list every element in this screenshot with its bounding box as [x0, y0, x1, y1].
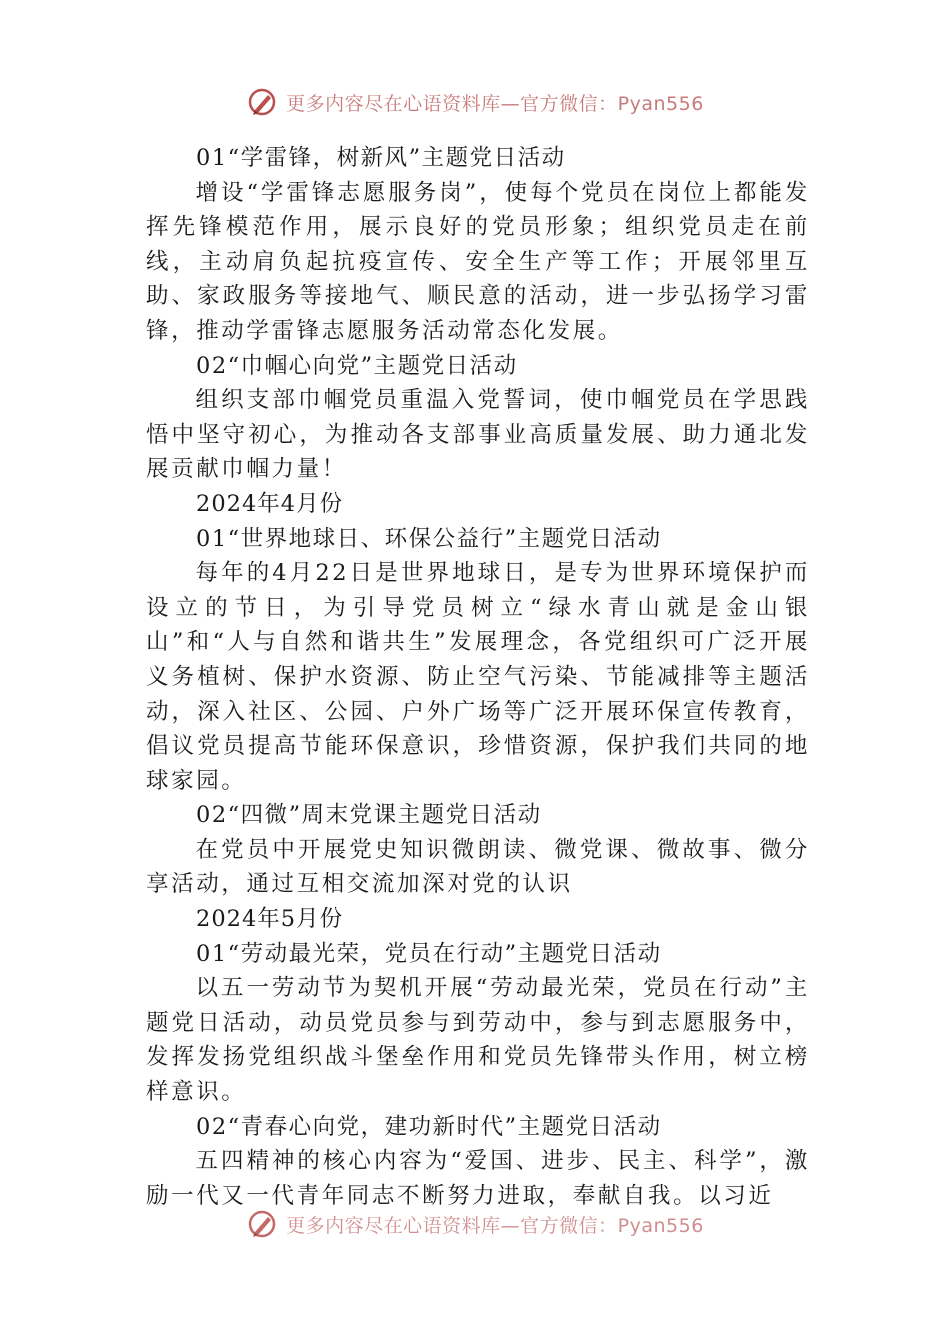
section-heading: 01“劳动最光荣，党员在行动”主题党日活动: [196, 940, 662, 967]
month-heading: 2024年4月份: [196, 490, 344, 517]
body-paragraph: 组织支部巾帼党员重温入党誓词，使巾帼党员在学思践悟中坚守初心，为推动各支部事业高质量发展、助力通北发展贡献巾帼力量！: [146, 387, 810, 483]
body-paragraph: 以五一劳动节为契机开展“劳动最光荣，党员在行动”主题党日活动，动员党员参与到劳动中，参与到志愿服务中，发挥发扬党组织战斗堡垒作用和党员先锋带头作用，树立榜样意识。: [146, 975, 810, 1106]
section-heading: 02“青春心向党，建功新时代”主题党日活动: [196, 1113, 662, 1140]
watermark-text: 更多内容尽在心语资料库—官方微信：Pyan556: [286, 92, 704, 115]
body-paragraph: 增设“学雷锋志愿服务岗”，使每个党员在岗位上都能发挥先锋模范作用，展示良好的党员形象；组织党员走在前线，主动肩负起抗疫宣传、安全生产等工作；开展邻里互助、家政服务等接地气、顺民意的活动，进一步弘扬学习雷锋，推动学雷锋志愿服务活动常态化发展。: [146, 179, 810, 344]
pen-logo-icon: [246, 86, 278, 118]
watermark-text: 更多内容尽在心语资料库—官方微信：Pyan556: [286, 1214, 704, 1237]
body-paragraph: 五四精神的核心内容为“爱国、进步、民主、科学”，激励一代又一代青年同志不断努力进取，奉献自我。以习近: [146, 1148, 810, 1209]
body-paragraph: 在党员中开展党史知识微朗读、微党课、微故事、微分享活动，通过互相交流加深对党的认识: [146, 836, 810, 898]
watermark-footer: [0, 1208, 950, 1240]
document-body: [146, 141, 810, 1216]
body-paragraph: 每年的4月22日是世界地球日，是专为世界环境保护而设立的节日，为引导党员树立“绿水青山就是金山银山”和“人与自然和谐共生”发展理念，各党组织可广泛开展义务植树、保护水资源、防止空气污染、节能减排等主题活动，深入社区、公园、户外广场等广泛开展环保宣传教育，倡议党员提高节能环保意识，珍惜资源，保护我们共同的地球家园。: [146, 560, 810, 794]
section-heading: 01“世界地球日、环保公益行”主题党日活动: [196, 525, 662, 552]
section-heading: 01“学雷锋，树新风”主题党日活动: [196, 145, 566, 171]
pen-logo-icon: [246, 1208, 278, 1240]
watermark-header: [0, 86, 950, 118]
section-heading: 02“四微”周末党课主题党日活动: [196, 802, 542, 829]
section-heading: 02“巾帼心向党”主题党日活动: [196, 352, 518, 379]
month-heading: 2024年5月份: [196, 906, 344, 933]
